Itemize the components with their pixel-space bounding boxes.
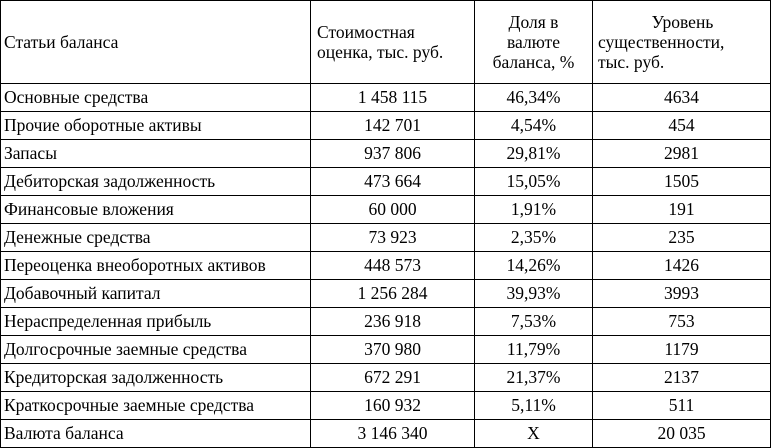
table-row: [1, 224, 771, 252]
cell-cost: 448 573: [311, 252, 475, 280]
header-share-line: Доля в: [508, 11, 559, 32]
cell-level: 753: [593, 308, 771, 336]
header-balance-items: Статьи баланса: [1, 1, 311, 84]
table-row: [1, 280, 771, 308]
cell-level: 1426: [593, 252, 771, 280]
cell-share: 39,93%: [475, 280, 593, 308]
cell-share: 2,35%: [475, 224, 593, 252]
table-row-total: [1, 420, 771, 448]
cell-cost: 60 000: [311, 196, 475, 224]
cell-level: 2137: [593, 364, 771, 392]
header-level-line: тыс. руб.: [598, 52, 665, 73]
cell-share: 29,81%: [475, 140, 593, 168]
table-row: [1, 308, 771, 336]
header-cost-line: оценка, тыс. руб.: [317, 42, 444, 62]
cell-share: 21,37%: [475, 364, 593, 392]
cell-item-name: Прочие оборотные активы: [1, 112, 311, 140]
cell-item-name: Добавочный капитал: [1, 280, 311, 308]
cell-cost: 236 918: [311, 308, 475, 336]
cell-item-name: Финансовые вложения: [1, 196, 311, 224]
cell-item-name: Кредиторская задолженность: [1, 364, 311, 392]
table-row: [1, 336, 771, 364]
table-row: [1, 84, 771, 112]
cell-item-name: Долгосрочные заемные средства: [1, 336, 311, 364]
table-header: [1, 1, 771, 84]
cell-cost: 937 806: [311, 140, 475, 168]
table-row: [1, 168, 771, 196]
header-materiality-level: [593, 1, 771, 84]
cell-level: 4634: [593, 84, 771, 112]
cell-cost: 672 291: [311, 364, 475, 392]
cell-item-name: Денежные средства: [1, 224, 311, 252]
cell-level: 1505: [593, 168, 771, 196]
cell-level: 20 035: [593, 420, 771, 448]
header-balance-share: [475, 1, 593, 84]
cell-cost: 160 932: [311, 392, 475, 420]
table-row: [1, 252, 771, 280]
cell-item-name: Валюта баланса: [1, 420, 311, 448]
header-share-line: валюте: [507, 31, 560, 52]
cell-level: 191: [593, 196, 771, 224]
cell-share: Х: [475, 420, 593, 448]
header-share-line: баланса, %: [492, 52, 575, 73]
cell-level: 235: [593, 224, 771, 252]
cell-item-name: Переоценка внеоборотных активов: [1, 252, 311, 280]
cell-item-name: Нераспределенная прибыль: [1, 308, 311, 336]
header-cost-estimate: [311, 1, 475, 84]
cell-share: 14,26%: [475, 252, 593, 280]
header-cost-line: Стоимостная: [317, 21, 415, 42]
cell-item-name: Дебиторская задолженность: [1, 168, 311, 196]
cell-level: 454: [593, 112, 771, 140]
cell-item-name: Запасы: [1, 140, 311, 168]
cell-cost: 1 458 115: [311, 84, 475, 112]
cell-share: 11,79%: [475, 336, 593, 364]
table-row: [1, 364, 771, 392]
cell-level: 2981: [593, 140, 771, 168]
cell-cost: 73 923: [311, 224, 475, 252]
table-row: [1, 140, 771, 168]
cell-share: 15,05%: [475, 168, 593, 196]
header-level-line: Уровень: [651, 11, 714, 32]
table-row: [1, 392, 771, 420]
cell-level: 3993: [593, 280, 771, 308]
cell-share: 46,34%: [475, 84, 593, 112]
cell-share: 4,54%: [475, 112, 593, 140]
cell-level: 511: [593, 392, 771, 420]
cell-cost: 370 980: [311, 336, 475, 364]
cell-cost: 1 256 284: [311, 280, 475, 308]
cell-cost: 3 146 340: [311, 420, 475, 448]
cell-level: 1179: [593, 336, 771, 364]
cell-cost: 473 664: [311, 168, 475, 196]
cell-item-name: Краткосрочные заемные средства: [1, 392, 311, 420]
cell-item-name: Основные средства: [1, 84, 311, 112]
cell-share: 7,53%: [475, 308, 593, 336]
header-level-line: существенности,: [598, 31, 725, 52]
cell-share: 5,11%: [475, 392, 593, 420]
header-row: [1, 1, 771, 84]
table-row: [1, 196, 771, 224]
table-body: [1, 84, 771, 448]
cell-share: 1,91%: [475, 196, 593, 224]
table-row: [1, 112, 771, 140]
cell-cost: 142 701: [311, 112, 475, 140]
